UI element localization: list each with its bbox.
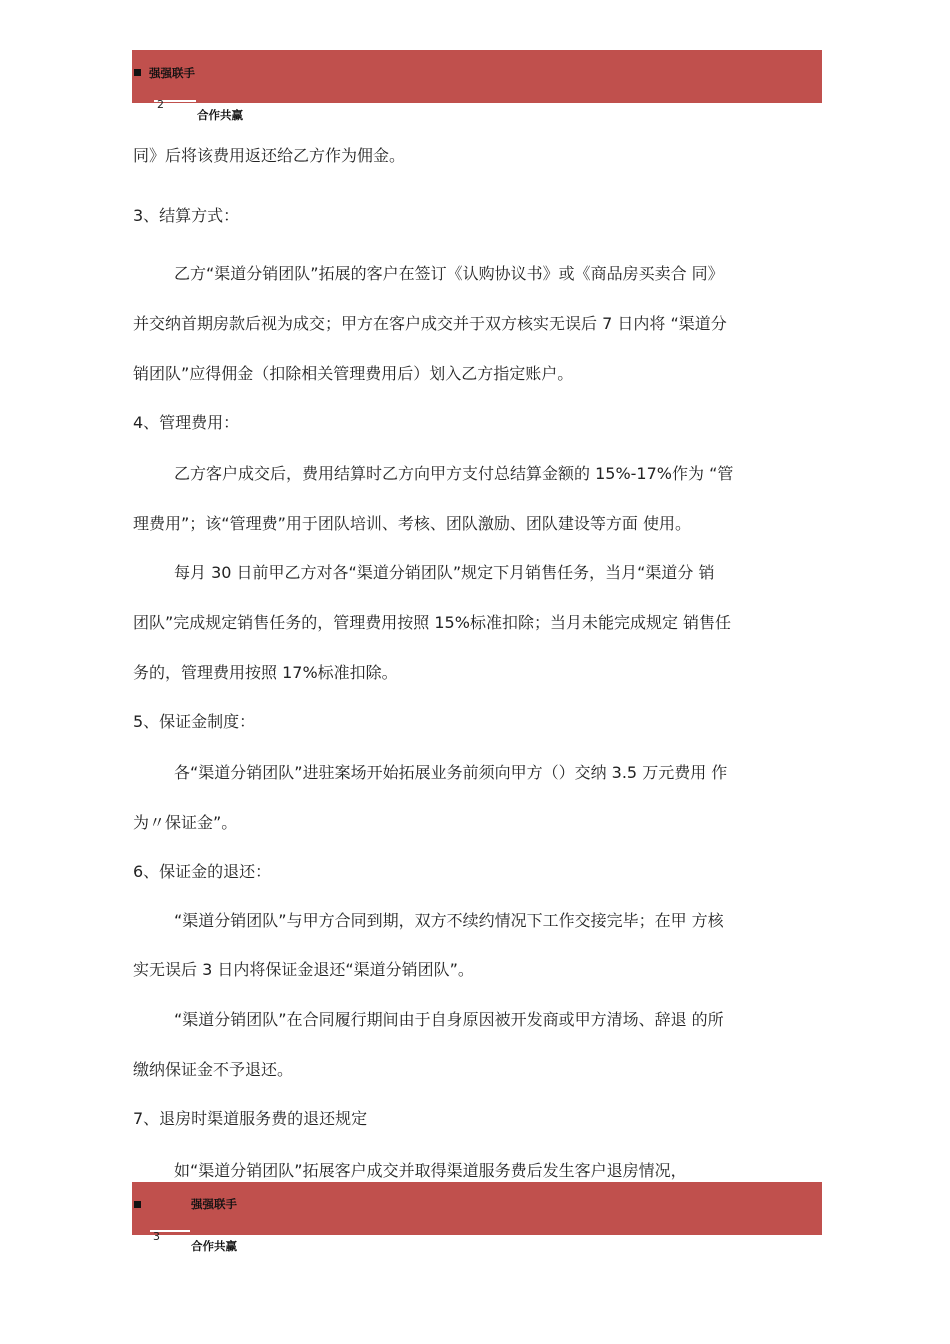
footer-bullet-icon	[134, 1201, 141, 1208]
header-brand: 强强联手	[149, 66, 195, 80]
header-bullet-icon	[134, 69, 141, 76]
footer-brand: 强强联手	[191, 1197, 237, 1211]
header-page-number: 2	[157, 98, 164, 111]
footer-slogan: 合作共赢	[191, 1239, 237, 1253]
header-slogan: 合作共赢	[197, 108, 243, 122]
header-band	[132, 50, 822, 103]
footer-page-number: 3	[153, 1230, 160, 1243]
